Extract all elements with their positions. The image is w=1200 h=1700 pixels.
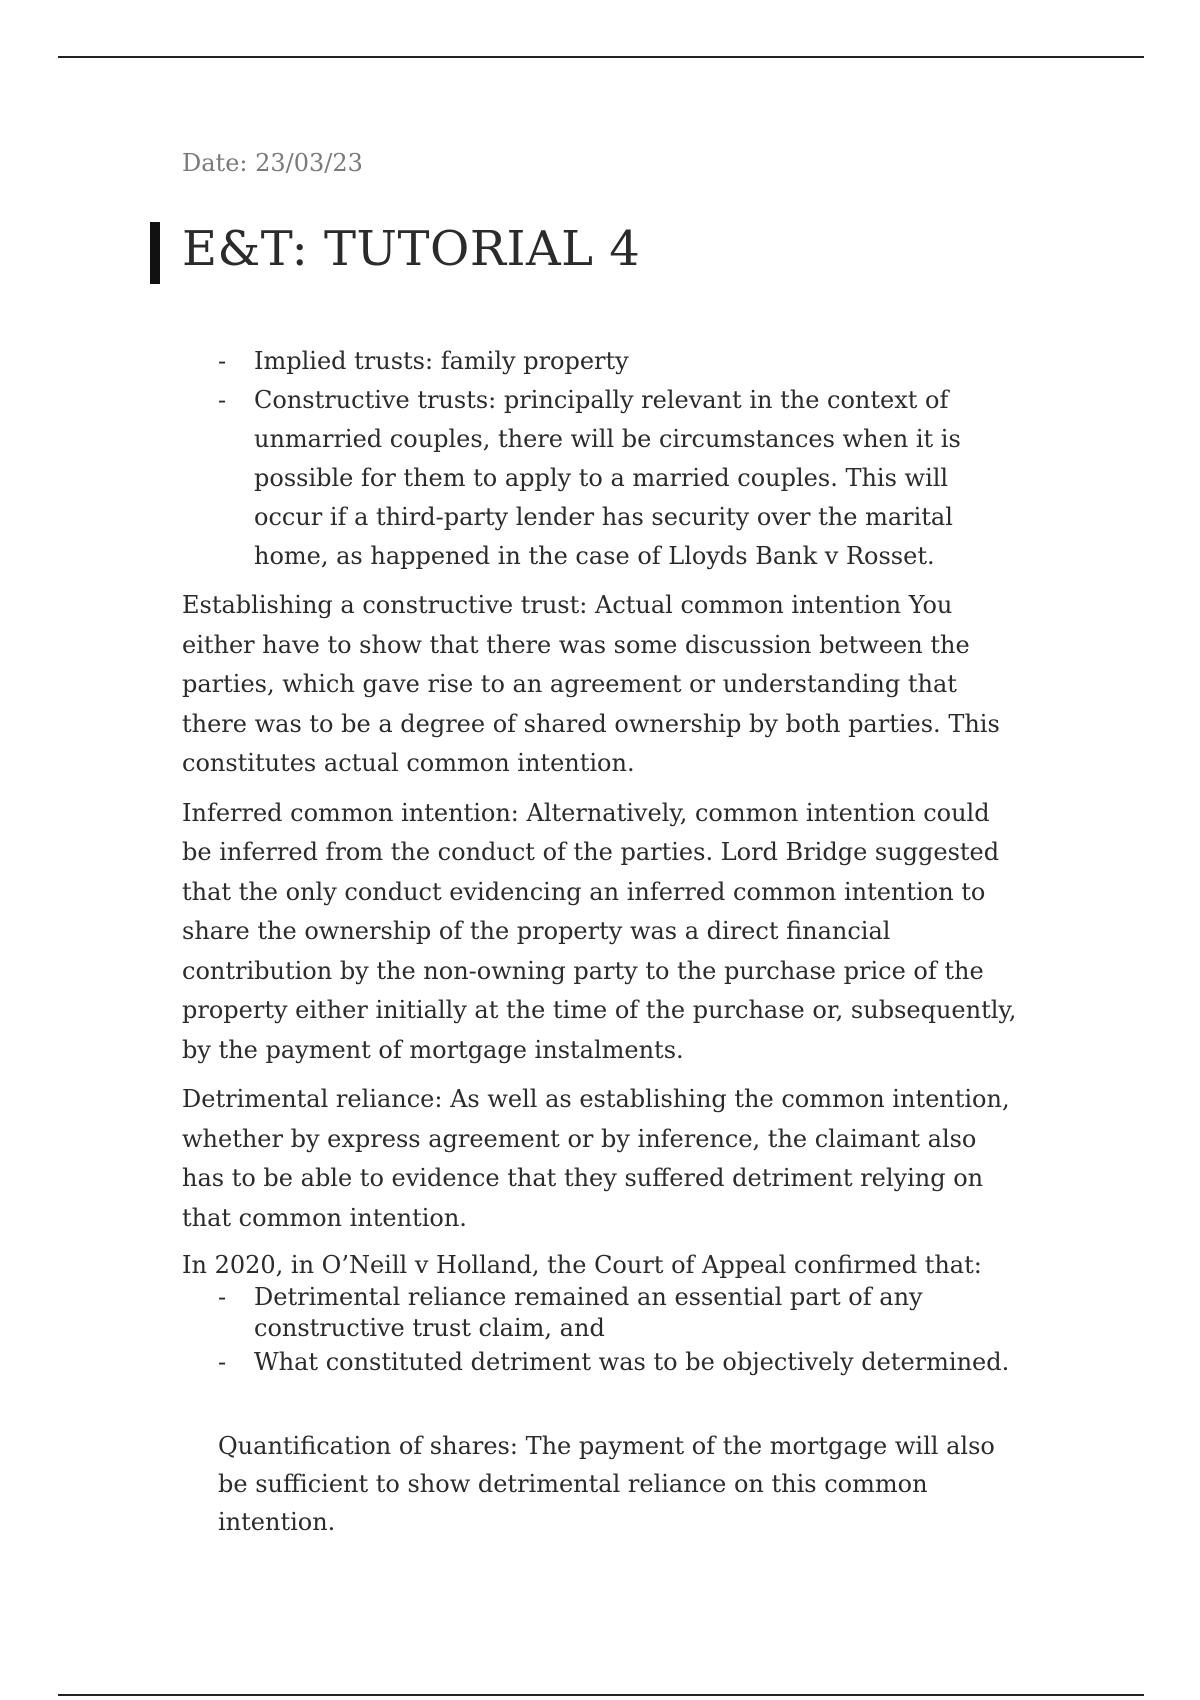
top-rule [58, 56, 1144, 58]
bullet-text: What constituted detriment was to be objectively determined. [254, 1348, 1010, 1376]
bullet-text: Detrimental reliance remained an essential part of any constructive trust claim, and [254, 1283, 923, 1342]
oneill-bullet-list [182, 1282, 1022, 1378]
list-item [182, 1347, 1022, 1378]
paragraph-oneill: In 2020, in O’Neill v Holland, the Court of Appeal confirmed that: [182, 1251, 982, 1279]
title-row [182, 216, 1022, 282]
date-line: Date: 23/03/23 [182, 149, 363, 177]
bottom-rule [58, 1694, 1144, 1696]
page-title: E&T: TUTORIAL 4 [182, 221, 641, 277]
list-item [182, 1282, 1022, 1344]
bullet-dash: - [218, 347, 227, 375]
bullet-text: Implied trusts: family property [254, 347, 629, 375]
paragraph-detrimental: Detrimental reliance: As well as establishing the common intention, whether by express agreement or by inference, the claimant also has to be able to evidence that they suffered detriment relying on that common intention. [182, 1085, 1010, 1232]
intro-bullet-list [182, 342, 1022, 576]
paragraph-quantification: Quantification of shares: The payment of the mortgage will also be sufficient to show detrimental reliance on this common intention. [218, 1432, 995, 1536]
list-item [182, 381, 1022, 576]
bullet-text: Constructive trusts: principally relevant in the context of unmarried couples, there will be circumstances when it is possible for them to apply to a married couples. This will occur if a third-party lender has security over the marital home, as happened in the case of Lloyds Bank v Rosset. [254, 386, 961, 570]
bullet-dash: - [218, 386, 227, 414]
document-body [182, 146, 1022, 1541]
paragraph-establishing: Establishing a constructive trust: Actual common intention You either have to show that there was some discussion between the parties, which gave rise to an agreement or understanding that there was to be a degree of shared ownership by both parties. This constitutes actual common intention. [182, 591, 1000, 777]
bullet-dash: - [218, 1348, 227, 1376]
paragraph-inferred: Inferred common intention: Alternatively, common intention could be inferred from the conduct of the parties. Lord Bridge suggested that the only conduct evidencing an inferred common intention to share the ownership of the property was a direct financial contribution by the non-owning party to the purchase price of the property either initially at the time of the purchase or, subsequently, by the payment of mortgage instalments. [182, 798, 1017, 1064]
bullet-dash: - [218, 1283, 227, 1311]
list-item [182, 342, 1022, 381]
heading-accent-bar [150, 222, 160, 284]
